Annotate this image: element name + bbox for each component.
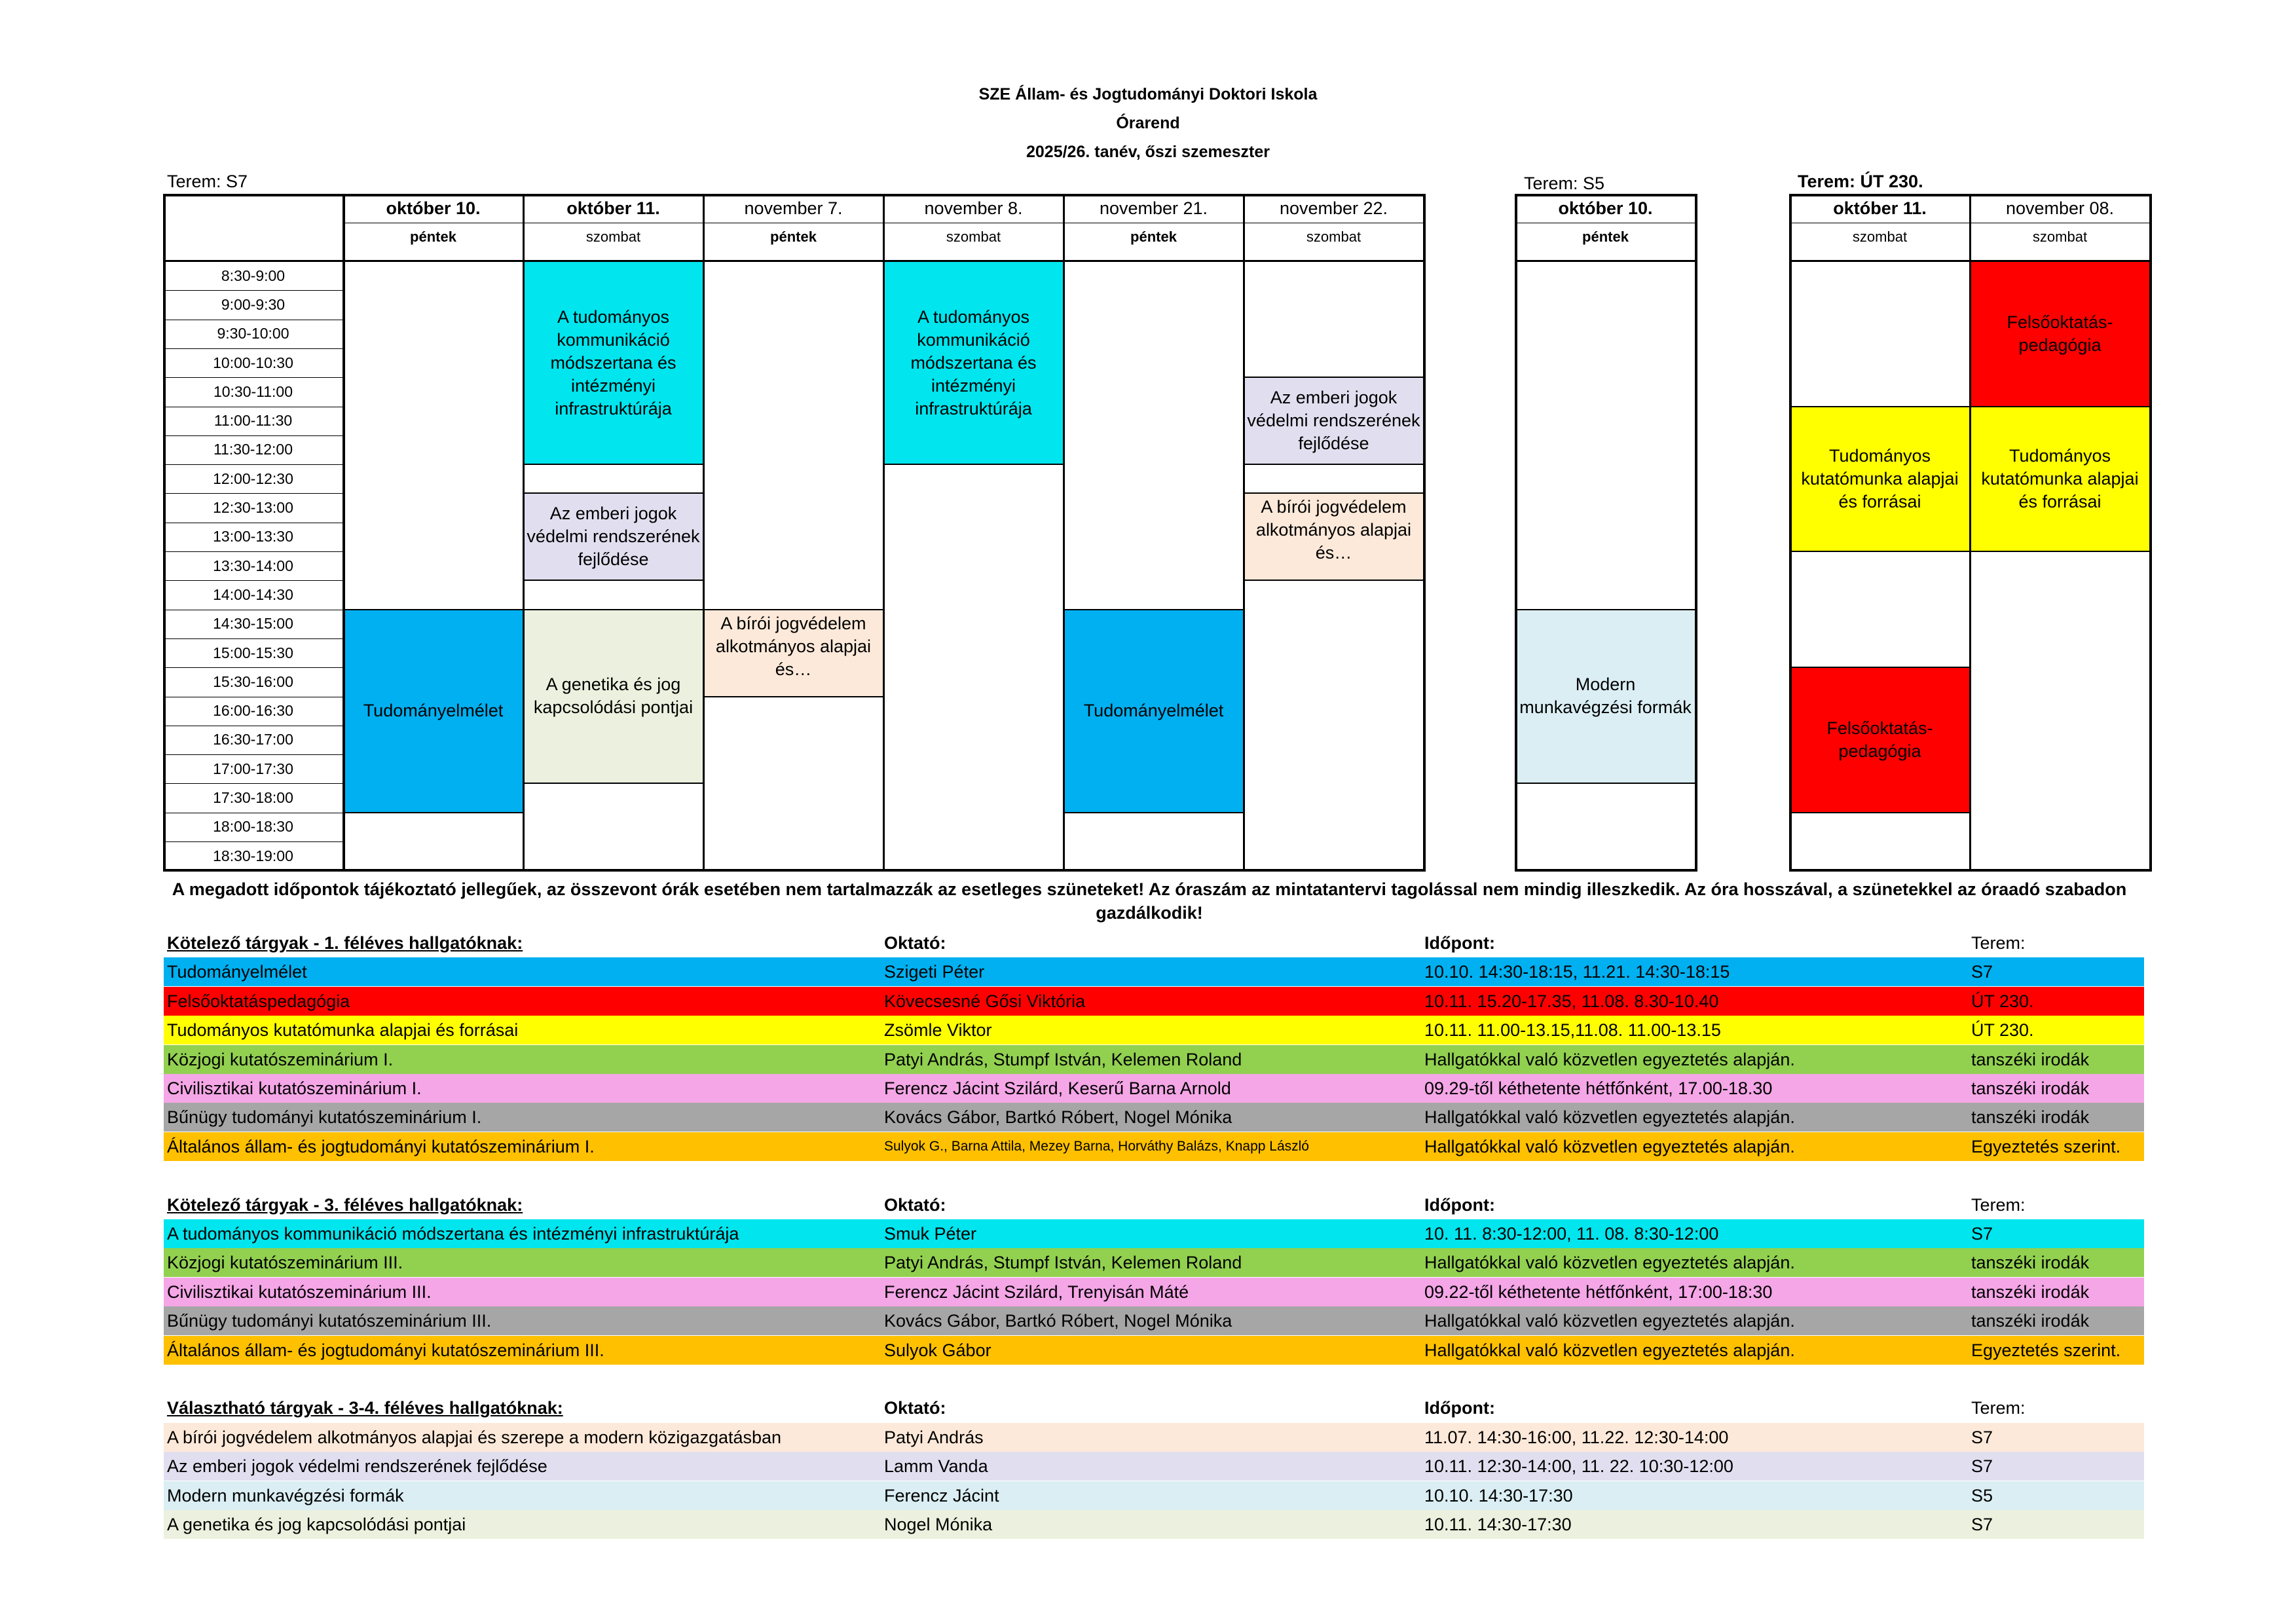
grid-border <box>1515 260 1695 262</box>
room-name: S5 <box>1971 1485 1993 1505</box>
time-slot-label: 8:30-9:00 <box>221 267 286 284</box>
section-title: Kötelező tárgyak - 1. féléves hallgatóknak: <box>167 933 523 953</box>
class-block-label: Tudományos kutatómunka alapjai és forrásai <box>1981 445 2139 511</box>
room-name: tanszéki irodák <box>1971 1253 2090 1273</box>
column-header-time: Időpont: <box>1424 1194 1495 1215</box>
column-date: november 08. <box>2005 198 2115 218</box>
class-time: 10.11. 14:30-17:30 <box>1424 1515 1572 1534</box>
class-block <box>343 610 523 813</box>
teacher-name: Nogel Mónika <box>884 1515 993 1534</box>
column-header-room: Terem: <box>1971 1398 2026 1418</box>
column-border <box>1063 194 1065 872</box>
subject-row <box>164 1219 2144 1248</box>
grid-border <box>1515 194 1695 196</box>
class-block-label: Felsőoktatás-pedagógia <box>1826 718 1933 761</box>
class-time: Hallgatókkal való közvetlen egyeztetés alapján. <box>1424 1136 1795 1156</box>
subject-name: Modern munkavégzési formák <box>167 1485 404 1505</box>
room-name: Egyeztetés szerint. <box>1971 1136 2121 1156</box>
class-block <box>1970 407 2150 552</box>
class-block-label: Tudományos kutatómunka alapjai és forrásai <box>1801 445 1959 511</box>
column-border <box>1515 194 1517 872</box>
class-time: 10. 11. 8:30-12:00, 11. 08. 8:30-12:00 <box>1424 1224 1719 1244</box>
grid-border <box>163 194 166 870</box>
subject-row <box>164 987 2144 1016</box>
class-block <box>1064 610 1244 813</box>
teacher-name: Ferencz Jácint Szilárd, Keserű Barna Arnold <box>884 1079 1231 1098</box>
column-weekday: szombat <box>585 229 641 245</box>
column-date: október 11. <box>566 198 660 218</box>
column-border <box>883 194 885 872</box>
class-block-label: Felsőoktatás-pedagógia <box>2007 312 2113 355</box>
column-header-time: Időpont: <box>1424 933 1495 953</box>
block-border <box>1064 609 1244 610</box>
class-block <box>883 261 1064 464</box>
time-row-line <box>163 667 343 668</box>
subject-row <box>164 1336 2144 1365</box>
teacher-name: Kovács Gábor, Bartkó Róbert, Nogel Mónika <box>884 1107 1232 1128</box>
block-border <box>523 492 703 494</box>
column-date: november 22. <box>1279 198 1388 218</box>
room-label-ut230: Terem: ÚT 230. <box>1798 172 1923 191</box>
subject-row <box>164 1016 2144 1044</box>
time-row-line <box>163 841 343 842</box>
time-slot-label: 16:30-17:00 <box>213 731 293 748</box>
room-name: tanszéki irodák <box>1971 1282 2090 1302</box>
class-time: 10.11. 11.00-13.15,11.08. 11.00-13.15 <box>1424 1020 1721 1041</box>
subject-row <box>164 1452 2144 1481</box>
time-slot-label: 15:30-16:00 <box>213 673 293 690</box>
column-weekday: péntek <box>1130 229 1177 245</box>
class-time: 10.10. 14:30-17:30 <box>1424 1485 1573 1505</box>
time-row-line <box>163 464 343 465</box>
class-block <box>1244 493 1424 580</box>
column-weekday: péntek <box>1582 229 1629 245</box>
teacher-name: Patyi András, Stumpf István, Kelemen Roland <box>884 1253 1242 1273</box>
subject-row <box>164 1306 2144 1335</box>
column-weekday: szombat <box>1852 229 1908 245</box>
class-time: Hallgatókkal való közvetlen egyeztetés alapján. <box>1424 1311 1795 1331</box>
block-border <box>1790 551 1970 552</box>
time-row-line <box>163 551 343 552</box>
column-border <box>523 194 525 872</box>
teacher-name: Patyi András <box>884 1427 984 1447</box>
class-block-label: A genetika és jog kapcsolódási pontjai <box>533 674 694 718</box>
time-row-line <box>163 290 343 291</box>
subject-row <box>164 1074 2144 1103</box>
column-border <box>1969 194 1971 872</box>
column-border <box>703 194 705 872</box>
teacher-name: Ferencz Jácint Szilárd, Trenyisán Máté <box>884 1282 1189 1302</box>
teacher-name: Kovács Gábor, Bartkó Róbert, Nogel Mónika <box>884 1311 1232 1331</box>
block-border <box>523 783 703 784</box>
room-name: S7 <box>1971 1427 1993 1447</box>
class-time: Hallgatókkal való közvetlen egyeztetés alapján. <box>1424 1049 1795 1069</box>
column-border <box>343 194 345 872</box>
class-block <box>1790 667 1970 813</box>
class-time: Hallgatókkal való közvetlen egyeztetés alapján. <box>1424 1107 1795 1128</box>
time-row-line <box>163 783 343 784</box>
room-name: S7 <box>1971 1515 1993 1534</box>
room-name: S7 <box>1971 1224 1993 1244</box>
class-block-label: Tudományelmélet <box>363 701 504 721</box>
column-date: október 10. <box>386 198 481 218</box>
time-slot-label: 12:00-12:30 <box>213 470 293 487</box>
time-slot-label: 18:30-19:00 <box>213 847 293 864</box>
subject-row <box>164 1510 2144 1539</box>
semester-title: 2025/26. tanév, őszi szemeszter <box>1026 143 1270 161</box>
subject-row <box>164 1423 2144 1452</box>
column-weekday: péntek <box>770 229 817 245</box>
time-slot-label: 10:30-11:00 <box>213 382 293 400</box>
column-date: november 8. <box>924 198 1023 218</box>
subject-name: Általános állam- és jogtudományi kutatószeminárium III. <box>167 1340 604 1360</box>
teacher-name: Lamm Vanda <box>884 1456 988 1477</box>
column-border <box>1243 194 1245 872</box>
block-border <box>1064 812 1244 813</box>
teacher-name: Zsömle Viktor <box>884 1020 992 1041</box>
time-slot-label: 17:30-18:00 <box>213 789 293 807</box>
time-slot-label: 16:00-16:30 <box>213 702 293 720</box>
subject-name: Bűnügy tudományi kutatószeminárium III. <box>167 1311 492 1331</box>
column-border <box>1423 194 1426 872</box>
section-title: Kötelező tárgyak - 3. féléves hallgatóknak: <box>167 1194 523 1215</box>
block-border <box>1244 580 1424 581</box>
time-slot-label: 9:30-10:00 <box>217 325 289 342</box>
grid-border <box>1515 869 1695 872</box>
grid-border <box>163 260 343 262</box>
block-border <box>1790 406 1970 407</box>
block-border <box>703 696 883 697</box>
class-time: 10.10. 14:30-18:15, 11.21. 14:30-18:15 <box>1424 962 1730 982</box>
column-header-room: Terem: <box>1971 1194 2026 1215</box>
room-name: S7 <box>1971 962 1993 982</box>
class-block <box>1790 407 1970 552</box>
block-border <box>1970 406 2150 407</box>
room-name: ÚT 230. <box>1971 991 2034 1011</box>
column-header-teacher: Oktató: <box>884 1398 946 1418</box>
time-slot-label: 12:30-13:00 <box>213 499 293 517</box>
class-time: 11.07. 14:30-16:00, 11.22. 12:30-14:00 <box>1424 1427 1729 1447</box>
section-title: Választható tárgyak - 3-4. féléves hallgatóknak: <box>167 1398 563 1418</box>
subject-name: Tudományelmélet <box>167 962 307 982</box>
block-border <box>1515 609 1695 610</box>
teacher-name: Smuk Péter <box>884 1224 977 1244</box>
time-slot-label: 13:30-14:00 <box>213 557 293 574</box>
time-row-line <box>163 435 343 436</box>
teacher-name: Patyi András, Stumpf István, Kelemen Roland <box>884 1049 1242 1069</box>
class-block-label: Modern munkavégzési formák <box>1519 674 1692 718</box>
column-header-room: Terem: <box>1971 933 2026 953</box>
class-block <box>1970 261 2150 407</box>
time-slot-label: 14:00-14:30 <box>213 585 293 603</box>
class-time: 10.11. 15.20-17.35, 11.08. 8.30-10.40 <box>1424 991 1719 1011</box>
column-border <box>1789 194 1792 872</box>
column-border <box>2149 194 2152 872</box>
class-block-label: Az emberi jogok védelmi rendszerének fejlődése <box>1247 388 1420 454</box>
class-block-label: A tudományos kommunikáció módszertana és intézményi infrastruktúrája <box>910 306 1037 418</box>
class-time: 09.22-től kéthetente hétfőnként, 17:00-18:30 <box>1424 1282 1773 1302</box>
time-row-line <box>163 377 343 378</box>
column-weekday: szombat <box>946 229 1001 245</box>
subject-name: A tudományos kommunikáció módszertana és intézményi infrastruktúrája <box>167 1224 739 1244</box>
subject-name: Közjogi kutatószeminárium I. <box>167 1049 394 1069</box>
subject-name: Általános állam- és jogtudományi kutatószeminárium I. <box>167 1136 595 1156</box>
subject-name: Felsőoktatáspedagógia <box>167 991 350 1011</box>
subject-row <box>164 1481 2144 1510</box>
room-name: tanszéki irodák <box>1971 1107 2090 1128</box>
subject-name: Tudományos kutatómunka alapjai és forrásai <box>167 1020 519 1041</box>
block-border <box>1790 667 1970 668</box>
block-border <box>523 580 703 581</box>
subject-name: Az emberi jogok védelmi rendszerének fejlődése <box>167 1456 547 1477</box>
time-row-line <box>163 580 343 581</box>
subject-name: Civilisztikai kutatószeminárium III. <box>167 1282 432 1302</box>
block-border <box>883 464 1064 465</box>
class-time: 09.29-től kéthetente hétfőnként, 17.00-18.30 <box>1424 1079 1773 1098</box>
block-border <box>343 609 523 610</box>
grid-border <box>163 869 343 872</box>
class-block <box>523 261 703 464</box>
teacher-name: Sulyok G., Barna Attila, Mezey Barna, Horváthy Balázs, Knapp László <box>884 1138 1309 1154</box>
subject-row <box>164 1103 2144 1132</box>
class-block-label: A tudományos kommunikáció módszertana és intézményi infrastruktúrája <box>550 306 676 418</box>
room-name: S7 <box>1971 1456 1993 1477</box>
time-slot-label: 15:00-15:30 <box>213 644 293 661</box>
block-border <box>703 609 883 610</box>
block-border <box>1244 377 1424 378</box>
block-border <box>1970 551 2150 552</box>
room-label-s5: Terem: S5 <box>1524 174 1605 193</box>
subject-name: A bírói jogvédelem alkotmányos alapjai és szerepe a modern közigazgatásban <box>167 1427 782 1447</box>
block-border <box>1790 812 1970 813</box>
class-block-label: Az emberi jogok védelmi rendszerének fejlődése <box>527 504 700 570</box>
timing-note: A megadott időpontok tájékoztató jellegűek, az összevont órák esetében nem tartalmazzák az esetleges szüneteket! Az óraszám az mintatantervi tagolással nem mindig illeszkedik. Az óra hosszával, a szünetekkel az óraadó szabadon gazdálkodik! <box>172 879 2127 923</box>
time-slot-label: 14:30-15:00 <box>213 615 293 633</box>
time-slot-label: 13:00-13:30 <box>213 528 293 545</box>
class-block-label: A bírói jogvédelem alkotmányos alapjai és… <box>1255 497 1412 563</box>
time-row-line <box>163 493 343 494</box>
column-border <box>1695 194 1697 872</box>
block-border <box>1244 464 1424 465</box>
room-name: tanszéki irodák <box>1971 1079 2090 1098</box>
class-time: Hallgatókkal való közvetlen egyeztetés alapján. <box>1424 1253 1795 1273</box>
subject-name: A genetika és jog kapcsolódási pontjai <box>167 1515 466 1534</box>
block-border <box>523 609 703 610</box>
time-slot-label: 17:00-17:30 <box>213 760 293 777</box>
class-block-label: Tudományelmélet <box>1083 701 1224 721</box>
subject-name: Közjogi kutatószeminárium III. <box>167 1253 403 1273</box>
class-block-label: A bírói jogvédelem alkotmányos alapjai és… <box>715 613 872 679</box>
column-weekday: szombat <box>2032 229 2088 245</box>
class-block <box>1515 610 1695 784</box>
grid-border <box>163 194 343 196</box>
column-date: november 7. <box>744 198 843 218</box>
column-date: október 11. <box>1833 198 1927 218</box>
subject-row <box>164 1132 2144 1161</box>
subject-row <box>164 957 2144 986</box>
column-date: október 10. <box>1558 198 1653 218</box>
room-name: tanszéki irodák <box>1971 1049 2090 1069</box>
column-weekday: péntek <box>410 229 456 245</box>
room-name: ÚT 230. <box>1971 1020 2034 1041</box>
class-time: Hallgatókkal való közvetlen egyeztetés alapján. <box>1424 1340 1795 1360</box>
time-slot-label: 9:00-9:30 <box>221 295 286 313</box>
subject-row <box>164 1045 2144 1074</box>
subject-row <box>164 1278 2144 1306</box>
room-label-s7: Terem: S7 <box>167 172 248 191</box>
column-weekday: szombat <box>1306 229 1361 245</box>
subject-name: Civilisztikai kutatószeminárium I. <box>167 1079 422 1098</box>
room-name: tanszéki irodák <box>1971 1311 2090 1331</box>
teacher-name: Kövecsesné Gősi Viktória <box>884 991 1086 1011</box>
column-header-teacher: Oktató: <box>884 933 946 953</box>
block-border <box>523 464 703 465</box>
time-slot-label: 18:00-18:30 <box>213 818 293 836</box>
timetable-title: Órarend <box>1116 114 1180 132</box>
subject-name: Bűnügy tudományi kutatószeminárium I. <box>167 1107 482 1128</box>
subject-row <box>164 1248 2144 1277</box>
column-header-time: Időpont: <box>1424 1398 1495 1418</box>
time-row-line <box>163 348 343 349</box>
time-row-line <box>163 754 343 755</box>
block-border <box>343 812 523 813</box>
teacher-name: Ferencz Jácint <box>884 1485 999 1505</box>
time-slot-label: 11:00-11:30 <box>213 412 293 430</box>
class-block <box>1244 377 1424 464</box>
time-slot-label: 11:30-12:00 <box>213 441 293 458</box>
teacher-name: Szigeti Péter <box>884 962 985 982</box>
column-header-teacher: Oktató: <box>884 1194 946 1215</box>
class-block <box>523 610 703 784</box>
teacher-name: Sulyok Gábor <box>884 1340 991 1360</box>
time-row-line <box>163 638 343 639</box>
block-border <box>1244 492 1424 494</box>
class-block <box>523 493 703 580</box>
column-date: november 21. <box>1099 198 1208 218</box>
class-time: 10.11. 12:30-14:00, 11. 22. 10:30-12:00 <box>1424 1456 1733 1477</box>
time-slot-label: 10:00-10:30 <box>213 354 293 371</box>
block-border <box>1515 783 1695 784</box>
room-name: Egyeztetés szerint. <box>1971 1340 2121 1360</box>
class-block <box>703 610 883 697</box>
school-title: SZE Állam- és Jogtudományi Doktori Iskola <box>978 85 1318 103</box>
